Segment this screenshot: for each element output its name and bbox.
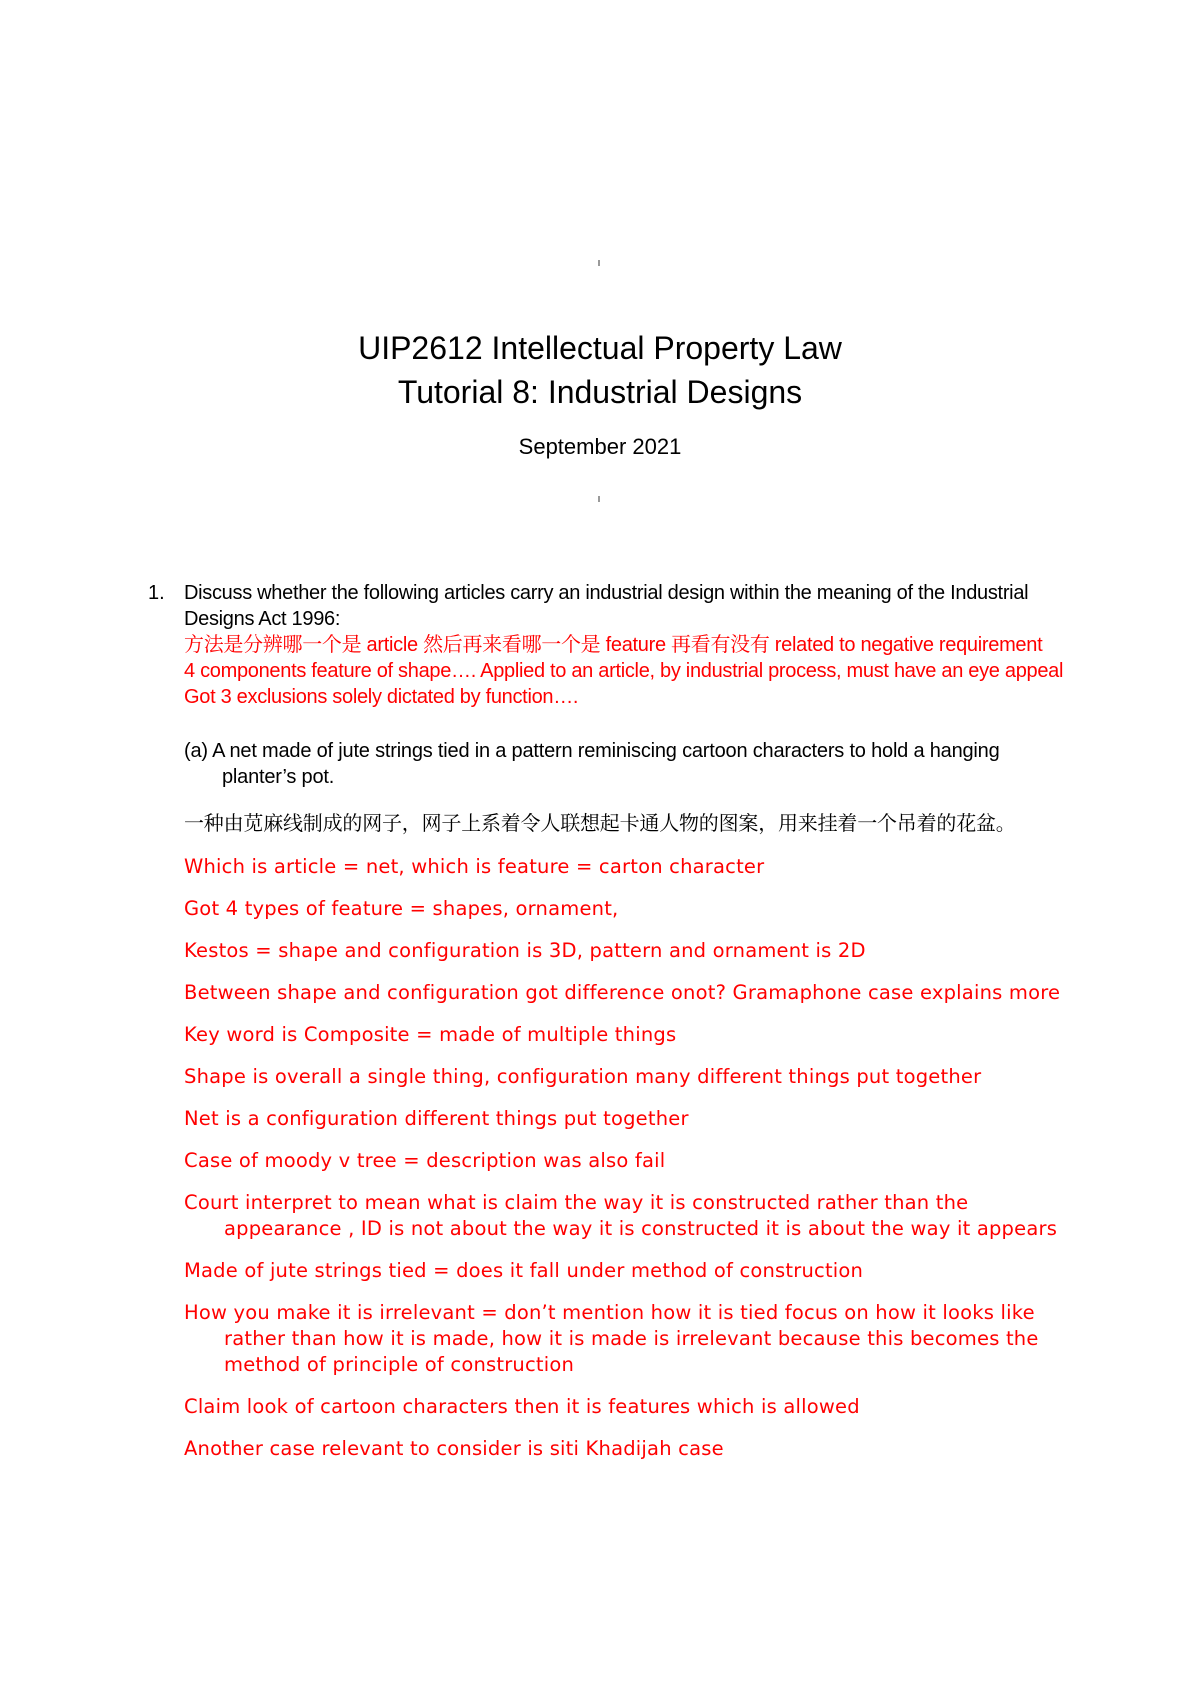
annotation-line: Case of moody v tree = description was also fail [184, 1149, 666, 1172]
annotation-line: Key word is Composite = made of multiple things [184, 1023, 677, 1046]
question-1a [148, 738, 1068, 1462]
annotation-line: Made of jute strings tied = does it fall under method of construction [184, 1259, 864, 1282]
annotation-method: 方法是分辨哪一个是 article 然后再来看哪一个是 feature 再看有没有 related to negative requirement [184, 634, 1043, 656]
tutorial-title: Tutorial 8: Industrial Designs [397, 374, 803, 410]
annotation-line: Shape is overall a single thing, configuration many different things put together [184, 1065, 982, 1088]
annotation-line: Got 4 types of feature = shapes, ornament, [184, 897, 619, 920]
sub-question-text: (a) A net made of jute strings tied in a pattern reminiscing cartoon characters to hold a hanging planter’s pot. [184, 740, 1000, 788]
annotation-line: Net is a configuration different things put together [184, 1107, 689, 1130]
annotation-exclusions: Got 3 exclusions solely dictated by function…. [184, 686, 579, 708]
annotation-line: Another case relevant to consider is siti Khadijah case [184, 1437, 724, 1460]
annotation-line: Which is article = net, which is feature = carton character [184, 855, 765, 878]
annotation-line: Claim look of cartoon characters then it is features which is allowed [184, 1395, 860, 1418]
document-date: September 2021 [518, 434, 682, 459]
chinese-translation: 一种由苋麻线制成的网子，网子上系着令人联想起卡通人物的图案，用来挂着一个吊着的花盆。 [184, 813, 1016, 835]
annotation-components: 4 components feature of shape…. Applied to an article, by industrial process, must have an eye appeal [184, 660, 1064, 682]
tutorial-content [148, 580, 1068, 1462]
annotation-line: How you make it is irrelevant = don’t mention how it is tied focus on how it looks like rather than how it is made, how it is made is irrelevant because this becomes the method of principle of construction [184, 1301, 1039, 1376]
annotation-line: Kestos = shape and configuration is 3D, pattern and ornament is 2D [184, 939, 866, 962]
question-1 [148, 580, 1068, 710]
title-block [0, 326, 1200, 462]
question-text: Discuss whether the following articles carry an industrial design within the meaning of the Industrial Designs Act 1996: [184, 582, 1029, 630]
course-title: UIP2612 Intellectual Property Law [358, 330, 842, 366]
page-marker-bottom [598, 496, 600, 502]
page-marker-top [598, 260, 600, 266]
question-number: 1. [148, 582, 165, 604]
annotation-line: Court interpret to mean what is claim the way it is constructed rather than the appearance , ID is not about the way it is constructed it is about the way it appears [184, 1191, 1058, 1240]
annotation-line: Between shape and configuration got difference onot? Gramaphone case explains more [184, 981, 1061, 1004]
